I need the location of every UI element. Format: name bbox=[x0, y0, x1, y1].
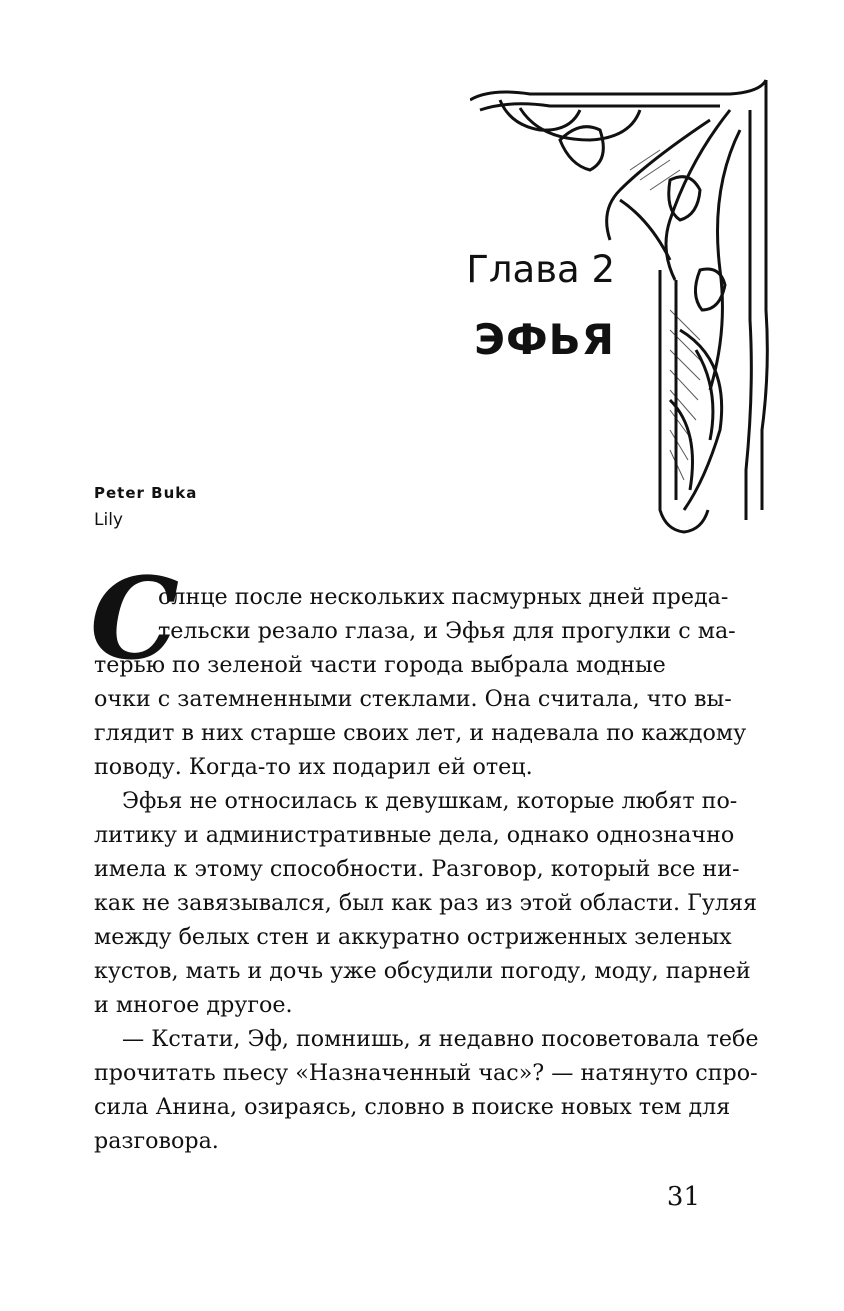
text-line: терью по зеленой части города выбрала модные bbox=[94, 652, 666, 678]
chapter-title: ЭФЬЯ bbox=[474, 315, 615, 364]
text-line: имела к этому способности. Разговор, который все ни- bbox=[94, 856, 740, 882]
text-line: олнце после нескольких пасмурных дней преда- bbox=[158, 584, 729, 610]
text-line: прочитать пьесу «Назначенный час»? — натянуто спро- bbox=[94, 1060, 758, 1086]
illustration-credit-author: Peter Buka bbox=[94, 484, 198, 502]
chapter-label: Глава 2 bbox=[466, 248, 615, 291]
text-line: разговора. bbox=[94, 1128, 219, 1154]
text-line: между белых стен и аккуратно остриженных зеленых bbox=[94, 924, 732, 950]
text-line: очки с затемненными стеклами. Она считала, что вы- bbox=[94, 686, 732, 712]
text-line: — Кстати, Эф, помнишь, я недавно посоветовала тебе bbox=[122, 1026, 759, 1052]
page-number: 31 bbox=[666, 1182, 700, 1212]
text-line: Эфья не относилась к девушкам, которые любят по- bbox=[122, 788, 738, 814]
drop-cap: С bbox=[90, 554, 180, 685]
text-line: как не завязывался, был как раз из этой области. Гуляя bbox=[94, 890, 757, 916]
illustration-credit-work: Lily bbox=[94, 510, 123, 530]
paragraph-2 bbox=[94, 784, 757, 1022]
lily-corner-ornament-icon bbox=[470, 70, 782, 540]
paragraph-3 bbox=[94, 1022, 759, 1158]
text-line: литику и административные дела, однако однозначно bbox=[94, 822, 735, 848]
text-line: кустов, мать и дочь уже обсудили погоду, моду, парней bbox=[94, 958, 751, 984]
text-line: поводу. Когда-то их подарил ей отец. bbox=[94, 754, 533, 780]
text-line: сила Анина, озираясь, словно в поиске новых тем для bbox=[94, 1094, 731, 1120]
text-line: тельски резало глаза, и Эфья для прогулки с ма- bbox=[158, 618, 736, 644]
paragraph-1 bbox=[90, 554, 747, 784]
text-line: и многое другое. bbox=[94, 992, 293, 1018]
chapter-body bbox=[90, 554, 759, 1158]
text-line: глядит в них старше своих лет, и надевала по каждому bbox=[94, 720, 747, 746]
